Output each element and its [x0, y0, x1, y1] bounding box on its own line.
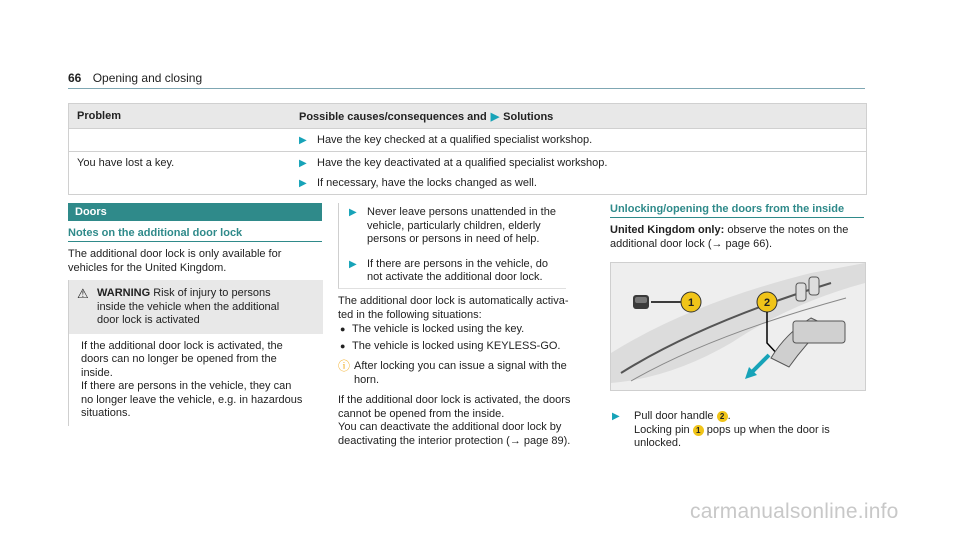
header-rule — [68, 88, 865, 89]
list-item: ● The vehicle is locked using the key. — [340, 323, 525, 335]
table-row — [69, 128, 866, 151]
activation-text: The additional door lock is automatically activa- ted in the following situations: — [338, 295, 569, 321]
warning-triangle-icon: ⚠ — [77, 286, 89, 301]
table-cell-problem: You have lost a key. — [77, 157, 175, 169]
table-row — [69, 151, 866, 194]
subheading-additional-door-lock: Notes on the additional door lock — [68, 227, 243, 239]
callout-label-1: 1 — [687, 297, 695, 309]
subheading-unlocking-from-inside: Unlocking/opening the doors from the inside — [610, 203, 845, 215]
chapter-title: Opening and closing — [92, 71, 203, 85]
warning-step: ▶ If there are persons in the vehicle, do not activate the additional door lock. — [349, 257, 548, 283]
instruction-step: ▶ Pull door handle 2 . Locking pin 1 pops up when the door is unlocked. — [612, 410, 830, 449]
arrow-right-icon: ▶ — [349, 258, 357, 270]
info-icon: ⓘ — [338, 359, 351, 373]
column-header-problem: Problem — [77, 110, 122, 122]
note: ⓘ After locking you can issue a signal with the horn. — [338, 359, 567, 386]
door-handle-illustration — [611, 263, 865, 390]
activation-list — [338, 323, 588, 353]
warning-step: ▶ Never leave persons unattended in the vehicle, particularly children, elderly persons or persons in need of help. — [349, 206, 556, 245]
watermark[interactable]: carmanualsonline.info — [690, 500, 899, 523]
page-number: 66 — [68, 71, 82, 85]
arrow-right-icon: ▶ — [299, 177, 307, 189]
warning-body: If the additional door lock is activated, the doors can no longer be opened from the inside. If there are persons in the vehicle, they can no longer leave the vehicle, e.g. in hazardous situations. — [81, 339, 303, 419]
problem-table — [68, 103, 867, 195]
page-header — [68, 71, 202, 85]
deactivation-text: If the additional door lock is activated, the doors cannot be opened from the inside. You can deactivate the additional door lock by deactivating the interior protection (→ page 89). — [338, 394, 571, 447]
subheading-rule — [68, 241, 322, 242]
marker-2-icon: 2 — [717, 411, 728, 422]
table-cell-solutions: ▶ Have the key checked at a qualified specialist workshop. — [299, 134, 593, 146]
door-handle-photo — [610, 262, 866, 391]
arrow-right-icon: ▶ — [612, 411, 620, 422]
arrow-right-icon: ▶ — [490, 110, 500, 123]
subheading-rule — [610, 217, 864, 218]
arrow-right-icon: ▶ — [299, 157, 307, 169]
intro-text: The additional door lock is only available for vehicles for the United Kingdom. — [68, 248, 282, 274]
warning-header: ⚠ WARNING Risk of injury to persons inside the vehicle when the additional door lock is activated — [69, 280, 323, 334]
warning-label: WARNING — [97, 287, 151, 299]
section-title-doors: Doors — [68, 203, 322, 221]
warning-box — [68, 280, 323, 426]
warning-steps-box — [338, 203, 566, 289]
column-header-solutions: Possible causes/consequences and ▶ Solutions — [299, 110, 554, 123]
uk-note: United Kingdom only: observe the notes on the additional door lock (→ page 66). — [610, 224, 849, 250]
arrow-right-icon: ▶ — [299, 134, 307, 146]
marker-1-icon: 1 — [693, 425, 704, 436]
table-cell-solutions: ▶ Have the key deactivated at a qualified specialist workshop. ▶ If necessary, have the locks changed as well. — [299, 157, 608, 189]
arrow-right-icon: ▶ — [349, 207, 357, 218]
table-header — [69, 104, 866, 128]
callout-label-2: 2 — [763, 297, 771, 309]
list-item: ● The vehicle is locked using KEYLESS-GO. — [340, 339, 561, 352]
